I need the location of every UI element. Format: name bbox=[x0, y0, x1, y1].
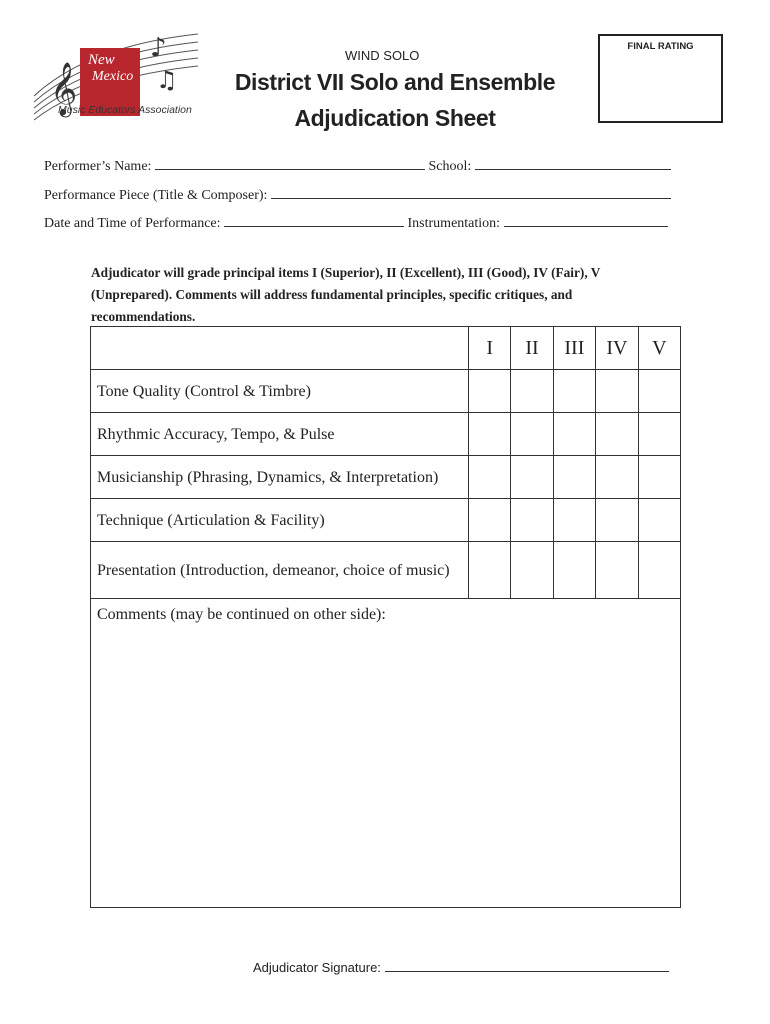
table-row bbox=[91, 542, 681, 599]
rating-cell[interactable] bbox=[596, 542, 639, 599]
rating-cell[interactable] bbox=[469, 370, 511, 413]
criterion-technique: Technique (Articulation & Facility) bbox=[91, 499, 469, 542]
rating-cell[interactable] bbox=[596, 456, 639, 499]
school-label: School: bbox=[428, 159, 472, 174]
column-header-iv: IV bbox=[596, 327, 639, 370]
rating-cell[interactable] bbox=[596, 370, 639, 413]
rating-cell[interactable] bbox=[638, 542, 680, 599]
table-header-row bbox=[91, 327, 681, 370]
performer-row bbox=[44, 156, 671, 175]
rating-cell[interactable] bbox=[638, 413, 680, 456]
performer-name-label: Performer’s Name: bbox=[44, 159, 152, 174]
date-time-label: Date and Time of Performance: bbox=[44, 216, 221, 231]
logo-text-new: New bbox=[88, 52, 115, 68]
signature-label: Adjudicator Signature: bbox=[253, 960, 381, 975]
column-header-ii: II bbox=[511, 327, 553, 370]
rating-cell[interactable] bbox=[596, 499, 639, 542]
rating-cell[interactable] bbox=[511, 413, 553, 456]
signature-row bbox=[253, 958, 669, 975]
instrumentation-field[interactable] bbox=[504, 213, 668, 227]
category-label: WIND SOLO bbox=[345, 48, 420, 63]
criterion-rhythmic-accuracy: Rhythmic Accuracy, Tempo, & Pulse bbox=[91, 413, 469, 456]
column-header-iii: III bbox=[553, 327, 595, 370]
criteria-header-cell bbox=[91, 327, 469, 370]
logo-text-mexico: Mexico bbox=[92, 69, 134, 84]
rating-cell[interactable] bbox=[469, 542, 511, 599]
comments-area[interactable] bbox=[91, 599, 681, 908]
rating-cell[interactable] bbox=[638, 370, 680, 413]
svg-text:𝄞: 𝄞 bbox=[50, 61, 78, 115]
grading-instructions: Adjudicator will grade principal items I (Superior), II (Excellent), III (Good), IV (Fair), V (Unprepared). Comments will address fundamental principles, specific critiques, and recommendations. bbox=[91, 265, 601, 324]
performance-piece-label: Performance Piece (Title & Composer): bbox=[44, 188, 268, 203]
criterion-musicianship: Musicianship (Phrasing, Dynamics, & Interpretation) bbox=[91, 456, 469, 499]
criterion-presentation: Presentation (Introduction, demeanor, choice of music) bbox=[91, 542, 469, 599]
comments-row bbox=[91, 599, 681, 908]
date-time-field[interactable] bbox=[224, 213, 404, 227]
table-row bbox=[91, 370, 681, 413]
rating-cell[interactable] bbox=[469, 499, 511, 542]
rating-cell[interactable] bbox=[469, 456, 511, 499]
rating-cell[interactable] bbox=[553, 370, 595, 413]
rating-cell[interactable] bbox=[511, 542, 553, 599]
school-field[interactable] bbox=[475, 156, 671, 170]
piece-row bbox=[44, 185, 671, 204]
table-row bbox=[91, 499, 681, 542]
rating-cell[interactable] bbox=[638, 456, 680, 499]
column-header-v: V bbox=[638, 327, 680, 370]
final-rating-label: FINAL RATING bbox=[627, 41, 694, 52]
rating-cell[interactable] bbox=[638, 499, 680, 542]
rating-table bbox=[90, 326, 681, 908]
performance-piece-field[interactable] bbox=[271, 185, 671, 199]
rating-cell[interactable] bbox=[511, 370, 553, 413]
table-row bbox=[91, 413, 681, 456]
instrumentation-label: Instrumentation: bbox=[407, 216, 501, 231]
page-title bbox=[220, 64, 570, 136]
final-rating-box[interactable] bbox=[598, 34, 723, 123]
rating-cell[interactable] bbox=[469, 413, 511, 456]
criterion-tone-quality: Tone Quality (Control & Timbre) bbox=[91, 370, 469, 413]
rating-cell[interactable] bbox=[511, 456, 553, 499]
table-row bbox=[91, 456, 681, 499]
rating-cell[interactable] bbox=[511, 499, 553, 542]
rating-cell[interactable] bbox=[553, 542, 595, 599]
date-row bbox=[44, 213, 668, 232]
performer-name-field[interactable] bbox=[155, 156, 425, 170]
title-line-2: Adjudication Sheet bbox=[294, 105, 496, 131]
title-line-1: District VII Solo and Ensemble bbox=[234, 69, 556, 95]
rating-cell[interactable] bbox=[553, 456, 595, 499]
comments-label: Comments (may be continued on other side): bbox=[97, 606, 386, 623]
rating-cell[interactable] bbox=[596, 413, 639, 456]
column-header-i: I bbox=[469, 327, 511, 370]
svg-text:♫: ♫ bbox=[156, 66, 178, 94]
rating-cell[interactable] bbox=[553, 499, 595, 542]
svg-text:♪: ♪ bbox=[150, 33, 167, 63]
signature-field[interactable] bbox=[385, 958, 669, 972]
rating-cell[interactable] bbox=[553, 413, 595, 456]
logo-association-text: Music Educators Association bbox=[58, 104, 192, 116]
